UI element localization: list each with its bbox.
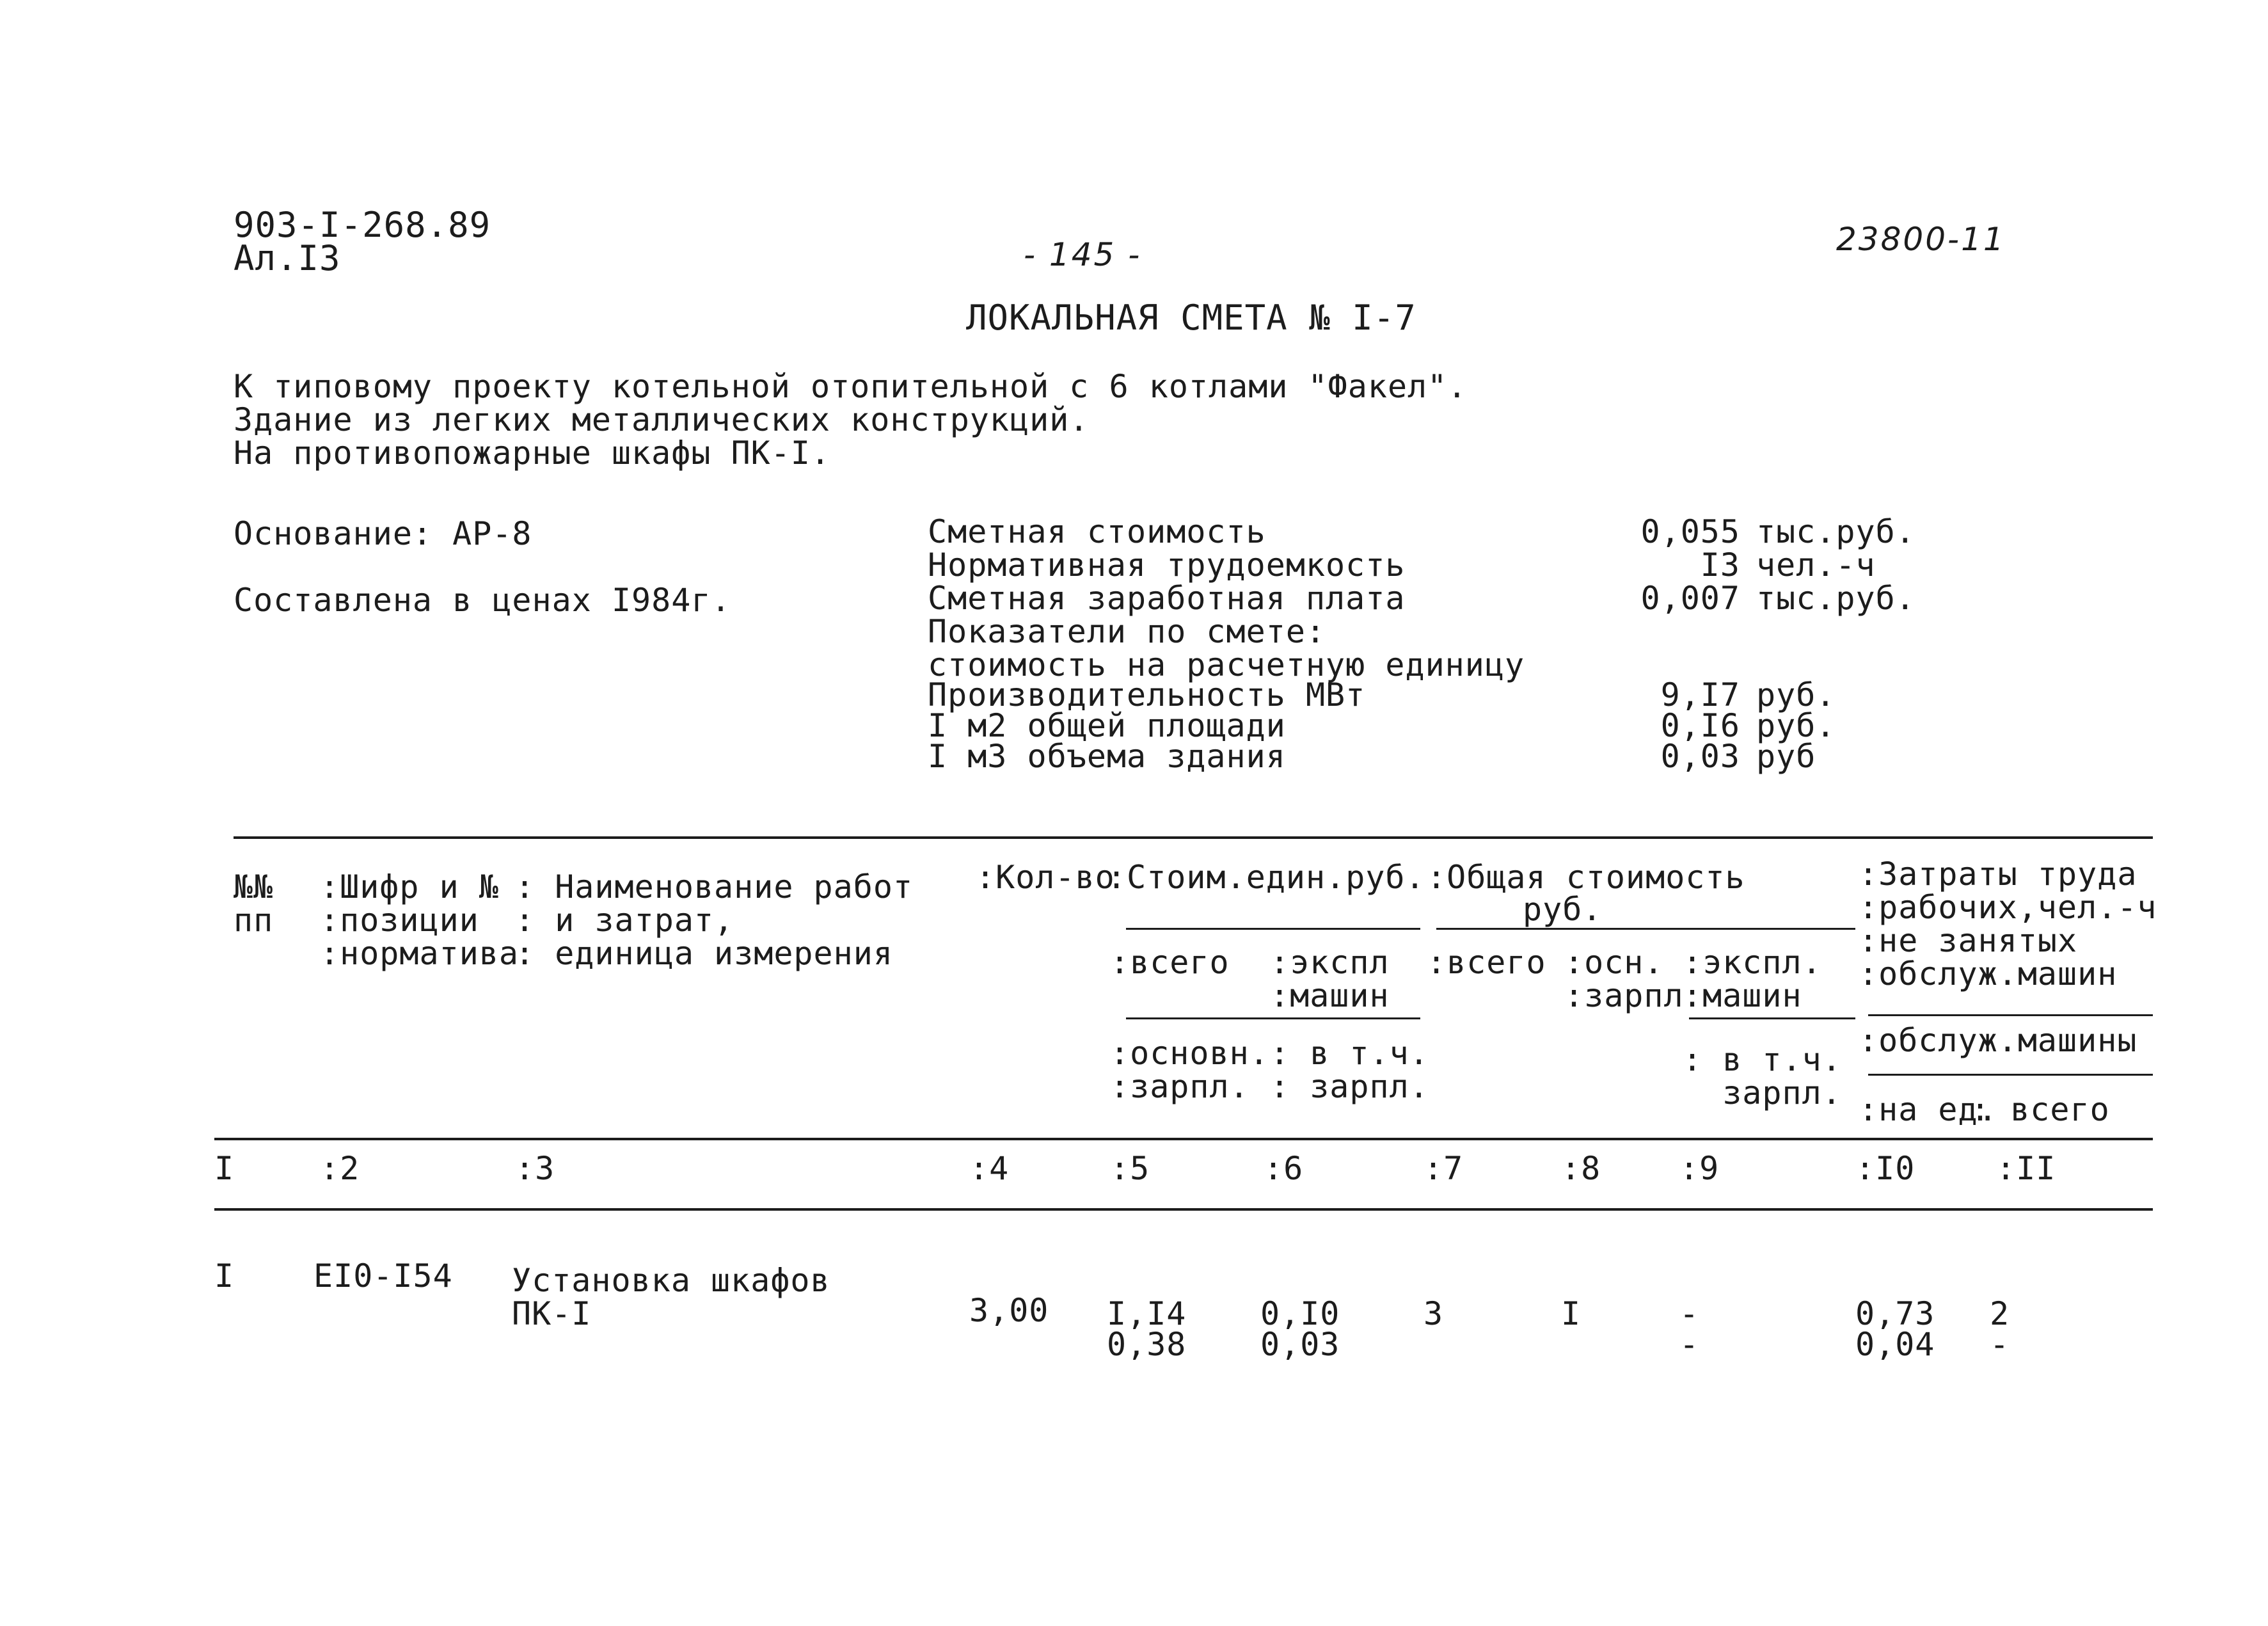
- column-number: :6: [1264, 1150, 1304, 1187]
- header-labor-machines: :обслуж.машины: [1859, 1022, 2137, 1059]
- column-number: :3: [515, 1150, 555, 1187]
- header-bottom-rule: [214, 1138, 2153, 1140]
- indicator-value: 9,I7: [1660, 676, 1740, 713]
- page-number: - 145 -: [1024, 236, 1142, 273]
- basis: Основание: АР-8: [234, 515, 532, 552]
- header-unit-machines: :экспл :машин: [1270, 944, 1390, 1014]
- column-number: :II: [1996, 1150, 2056, 1187]
- summary-label: Нормативная трудоемкость: [928, 546, 1406, 584]
- summary-label: Сметная стоимость: [928, 513, 1266, 550]
- summary-value: 0,055: [1640, 513, 1740, 550]
- indicator-label: I м3 объема здания: [928, 738, 1286, 775]
- table-top-rule: [234, 836, 2153, 839]
- indicator-label: Производительность МВт: [928, 676, 1366, 713]
- summary-unit: тыс.руб.: [1756, 580, 1915, 617]
- header-unit-cost: :Стоим.един.руб.: [1107, 859, 1425, 896]
- indicator-value: 0,03: [1660, 738, 1740, 775]
- header-rule-labor: [1868, 1014, 2153, 1016]
- header-unit-machine-wages: : в т.ч. : зарпл.: [1270, 1035, 1429, 1105]
- indicator-unit: руб: [1756, 738, 1816, 775]
- header-code: :Шифр и № :позиции :норматива: [320, 868, 519, 972]
- header-total-machine-wages: : в т.ч. зарпл.: [1683, 1041, 1842, 1112]
- header-row-number: №№ пп: [234, 868, 274, 939]
- column-number: I: [214, 1150, 235, 1187]
- column-number: :4: [969, 1150, 1010, 1187]
- row-total: 3: [1423, 1295, 1444, 1332]
- indicator-unit: руб.: [1756, 676, 1836, 713]
- indicators-subtitle: стоимость на расчетную единицу: [928, 646, 1525, 683]
- header-total-wages: :осн. :зарпл: [1564, 944, 1684, 1014]
- row-total-machine-wages: -: [1679, 1326, 1700, 1363]
- indicators-title: Показатели по смете:: [928, 613, 1326, 650]
- inventory-number: 23800-11: [1836, 221, 2006, 258]
- header-labor-total: : всего: [1971, 1091, 2110, 1128]
- row-labor-total-machines: -: [1990, 1326, 2010, 1363]
- row-total-wages: I: [1561, 1295, 1582, 1332]
- header-rule-total-sub: [1689, 1017, 1855, 1019]
- row-unit-total: I,I4: [1107, 1295, 1187, 1332]
- header-quantity: :Кол-во: [976, 859, 1115, 896]
- document-code: 903-I-268.89: [234, 205, 491, 245]
- indicator-unit: руб.: [1756, 707, 1836, 744]
- description-line-1: К типовому проекту котельной отопительной с 6 котлами "Факел".: [234, 368, 1468, 405]
- header-unit-total: :всего: [1110, 944, 1230, 981]
- header-labor-unit: :на ед.: [1859, 1091, 1998, 1128]
- page-title: ЛОКАЛЬНАЯ СМЕТА № I-7: [966, 298, 1416, 338]
- description-line-2: Здание из легких металлических конструкций.: [234, 401, 1090, 438]
- header-name: : Наименование работ : и затрат, : единица измерения: [515, 868, 914, 972]
- header-total-machines: :экспл. :машин: [1683, 944, 1822, 1014]
- header-total-cost-unit: руб.: [1523, 891, 1603, 928]
- row-name: Установка шкафов ПК-I: [512, 1262, 830, 1332]
- price-base: Составлена в ценах I984г.: [234, 582, 731, 619]
- header-rule-unit-sub: [1126, 1017, 1420, 1019]
- description-line-3: На противопожарные шкафы ПК-I.: [234, 434, 831, 472]
- row-labor-unit: 0,73: [1855, 1295, 1935, 1332]
- row-unit-machine-wages: 0,03: [1260, 1326, 1340, 1363]
- header-total: :всего: [1427, 944, 1546, 981]
- column-number: :2: [320, 1150, 360, 1187]
- row-unit-wages: 0,38: [1107, 1326, 1187, 1363]
- header-labor: :Затраты труда :рабочих,чел.-ч :не занятых :обслуж.машин: [1859, 856, 2157, 992]
- column-number: :8: [1561, 1150, 1601, 1187]
- summary-unit: чел.-ч: [1756, 546, 1876, 584]
- indicator-value: 0,I6: [1660, 707, 1740, 744]
- column-number-rule: [214, 1208, 2153, 1211]
- summary-value: 0,007: [1640, 580, 1740, 617]
- column-number: :5: [1110, 1150, 1150, 1187]
- column-number: :9: [1679, 1150, 1720, 1187]
- column-number: :7: [1423, 1150, 1464, 1187]
- row-unit-machines: 0,I0: [1260, 1295, 1340, 1332]
- row-total-machines: -: [1679, 1295, 1700, 1332]
- row-labor-unit-machines: 0,04: [1855, 1326, 1935, 1363]
- header-rule-total-cost: [1436, 928, 1855, 930]
- sheet-number: Ал.I3: [234, 238, 341, 278]
- row-code: EI0-I54: [313, 1257, 453, 1295]
- header-total-cost: :Общая стоимость: [1427, 859, 1745, 896]
- indicator-label: I м2 общей площади: [928, 707, 1286, 744]
- row-number: I: [214, 1257, 235, 1295]
- column-number: :I0: [1855, 1150, 1915, 1187]
- row-quantity: 3,00: [969, 1292, 1049, 1329]
- row-labor-total: 2: [1990, 1295, 2010, 1332]
- header-rule-labor-sub: [1868, 1074, 2153, 1076]
- header-unit-wages: :основн. :зарпл.: [1110, 1035, 1269, 1105]
- summary-label: Сметная заработная плата: [928, 580, 1406, 617]
- summary-unit: тыс.руб.: [1756, 513, 1915, 550]
- summary-value: I3: [1700, 546, 1740, 584]
- header-rule-unit-cost: [1126, 928, 1420, 930]
